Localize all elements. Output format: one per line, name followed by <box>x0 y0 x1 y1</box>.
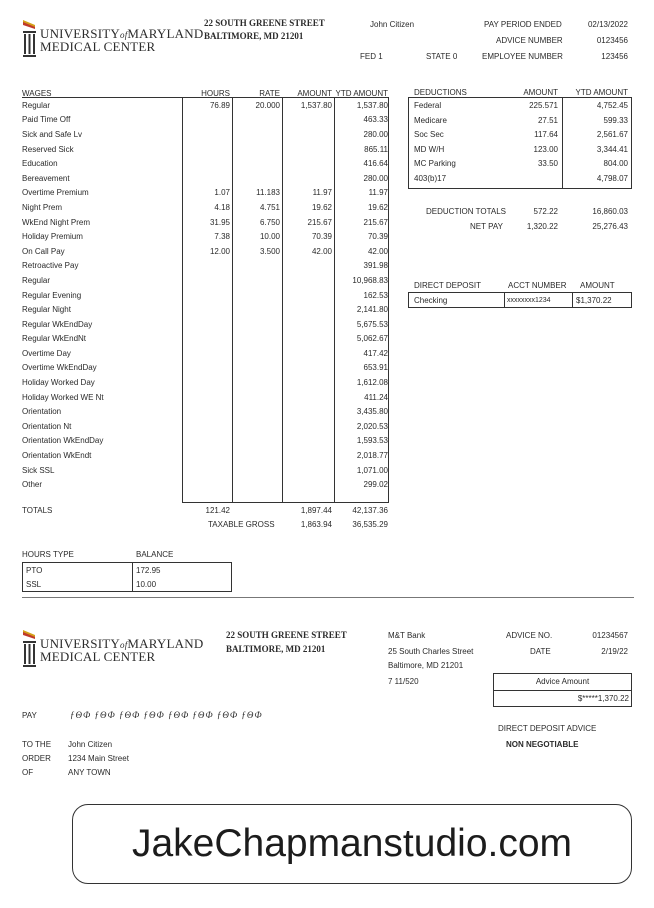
bank-address-line2: Baltimore, MD 21201 <box>388 661 464 670</box>
wage-amount <box>282 434 334 449</box>
wage-rate: 10.00 <box>259 232 280 242</box>
state-label: STATE 0 <box>426 52 458 61</box>
wage-rate: 4.751 <box>259 202 280 212</box>
wage-rate <box>232 302 282 317</box>
wage-type: Reserved Sick <box>22 144 74 154</box>
wage-ytd-amount: 411.24 <box>364 392 388 402</box>
wage-ytd-amount: 2,141.80 <box>356 305 388 315</box>
wage-ytd-amount: 162.53 <box>363 290 388 300</box>
deductions-col-header: DEDUCTIONS <box>414 88 467 97</box>
wage-type: Orientation WkEndt <box>22 451 92 461</box>
wage-rate <box>232 448 282 463</box>
payee-address-line1: 1234 Main Street <box>68 754 129 763</box>
wage-rate <box>232 419 282 434</box>
employer-name-of: of <box>120 30 128 40</box>
advice-amount-value: $*****1,370.22 <box>577 694 629 703</box>
wages-row <box>22 477 390 492</box>
taxable-gross-amount: 1,863.94 <box>300 520 332 529</box>
wage-hours <box>182 127 232 142</box>
employee-name: John Citizen <box>370 20 415 29</box>
wage-hours: 4.18 <box>214 202 230 212</box>
wage-rate <box>232 171 282 186</box>
wages-row <box>22 186 390 201</box>
employer-logo <box>22 18 204 64</box>
deduction-amount: 123.00 <box>533 144 558 154</box>
wage-amount: 11.97 <box>312 188 332 198</box>
wage-ytd-amount: 42.00 <box>367 246 388 256</box>
wage-ytd-amount: 653.91 <box>363 363 388 373</box>
wage-rate <box>232 156 282 171</box>
wage-rate: 6.750 <box>259 217 280 227</box>
payee-address-line2: ANY TOWN <box>68 768 111 777</box>
of-label: OF <box>22 768 34 777</box>
wage-amount <box>282 346 334 361</box>
deduction-amount: 225.571 <box>529 101 558 110</box>
wage-rate <box>232 361 282 376</box>
wage-amount <box>282 142 334 157</box>
wage-rate <box>232 463 282 478</box>
wage-amount <box>282 463 334 478</box>
net-pay-amount: 1,320.22 <box>526 222 558 231</box>
wages-row <box>22 390 390 405</box>
wage-type: Education <box>22 159 58 169</box>
taxable-gross-label: TAXABLE GROSS <box>208 520 275 529</box>
wages-totals-amount: 1,897.44 <box>300 506 332 515</box>
wages-row <box>22 463 390 478</box>
payee-name: John Citizen <box>68 740 113 749</box>
wages-totals-rule <box>182 502 389 503</box>
advice-date-value: 2/19/22 <box>601 647 628 656</box>
wages-col-header: YTD AMOUNT <box>335 88 388 98</box>
deduction-totals-amount: 572.22 <box>533 207 558 216</box>
wage-type: Holiday Worked WE Nt <box>22 392 104 402</box>
advice-number-value: 0123456 <box>596 36 628 45</box>
net-pay-label: NET PAY <box>470 222 503 231</box>
wages-row <box>22 361 390 376</box>
wage-type: Night Prem <box>22 202 63 212</box>
wage-rate <box>232 390 282 405</box>
wage-type: Orientation <box>22 407 62 417</box>
wage-type: Other <box>22 480 43 490</box>
wage-ytd-amount: 2,018.77 <box>356 451 388 461</box>
deduction-type: Medicare <box>414 115 447 125</box>
wage-amount <box>282 302 334 317</box>
pay-period-label: PAY PERIOD ENDED <box>484 20 562 29</box>
deduction-amount: 117.64 <box>534 130 558 140</box>
wage-hours <box>182 375 232 390</box>
wages-row <box>22 375 390 390</box>
wage-hours: 12.00 <box>209 246 230 256</box>
deduction-ytd: 4,752.45 <box>596 101 628 110</box>
deduction-type: MD W/H <box>414 144 445 154</box>
wage-ytd-amount: 10,968.83 <box>352 275 388 285</box>
deposit-amount: $1,370.22 <box>576 296 612 305</box>
deposit-col-divider <box>572 292 573 308</box>
advice-amount-divider <box>493 690 632 691</box>
wage-ytd-amount: 1,071.00 <box>356 465 388 475</box>
wage-type: Holiday Worked Day <box>22 378 95 388</box>
wage-hours: 1.07 <box>214 188 230 198</box>
wage-hours <box>182 332 232 347</box>
deduction-ytd: 2,561.67 <box>596 130 628 140</box>
deduction-totals-ytd: 16,860.03 <box>592 207 628 216</box>
wages-row <box>22 127 390 142</box>
deposit-account-number: xxxxxxxx1234 <box>507 297 551 304</box>
deductions-col-header: YTD AMOUNT <box>575 88 628 97</box>
wages-row <box>22 346 390 361</box>
advice-number-label: ADVICE NUMBER <box>496 36 563 45</box>
wages-row <box>22 200 390 215</box>
hours-type-name: SSL <box>26 580 42 589</box>
deposit-col-header: DIRECT DEPOSIT <box>414 281 481 290</box>
deduction-ytd: 3,344.41 <box>596 144 628 154</box>
wage-ytd-amount: 299.02 <box>363 480 388 490</box>
wages-row <box>22 142 390 157</box>
fed-label: FED 1 <box>360 52 383 61</box>
wage-amount <box>282 273 334 288</box>
wages-row <box>22 448 390 463</box>
wage-ytd-amount: 11.97 <box>368 188 388 198</box>
employer-name-university: UNIVERSITY <box>40 636 120 651</box>
wage-hours: 7.38 <box>214 232 230 242</box>
wage-ytd-amount: 1,612.08 <box>356 378 388 388</box>
employer-name-maryland: MARYLAND <box>127 26 204 41</box>
wage-amount: 70.39 <box>311 232 332 242</box>
wage-amount <box>282 127 334 142</box>
wage-hours: 76.89 <box>209 100 230 110</box>
wage-amount <box>282 448 334 463</box>
wage-ytd-amount: 280.00 <box>363 173 388 183</box>
wage-amount: 1,537.80 <box>300 100 332 110</box>
wage-type: Bereavement <box>22 173 70 183</box>
wage-hours <box>182 273 232 288</box>
employee-number-value: 123456 <box>601 52 628 61</box>
wages-row <box>22 332 390 347</box>
wages-totals-label: TOTALS <box>22 506 53 515</box>
wage-amount <box>282 317 334 332</box>
wage-ytd-amount: 391.98 <box>363 261 388 271</box>
wage-amount <box>282 259 334 274</box>
deduction-type: Soc Sec <box>414 130 444 140</box>
wage-type: Paid Time Off <box>22 115 71 125</box>
umm-shield-icon <box>22 18 38 62</box>
deduction-type: Federal <box>414 101 442 110</box>
wage-rate <box>232 332 282 347</box>
wage-type: Holiday Premium <box>22 232 83 242</box>
wage-type: Overtime Day <box>22 348 71 358</box>
wages-totals-hours: 121.42 <box>205 506 230 515</box>
wages-row <box>22 419 390 434</box>
wages-row <box>22 434 390 449</box>
employer-name-maryland: MARYLAND <box>127 636 204 651</box>
wage-rate <box>232 404 282 419</box>
hours-type-balance: 172.95 <box>136 566 161 575</box>
deposit-col-header: ACCT NUMBER <box>508 281 567 290</box>
wage-amount <box>282 361 334 376</box>
wage-type: Retroactive Pay <box>22 261 79 271</box>
wages-row <box>22 171 390 186</box>
section-separator <box>22 597 634 598</box>
wages-table <box>22 88 390 492</box>
deposit-account-type: Checking <box>414 296 448 305</box>
wage-ytd-amount: 280.00 <box>363 129 388 139</box>
wage-ytd-amount: 3,435.80 <box>356 407 388 417</box>
bank-name: M&T Bank <box>388 631 426 640</box>
pay-amount-words: ƒΘФ ƒΘФ ƒΘФ ƒΘФ ƒΘФ ƒΘФ ƒΘФ ƒΘФ <box>70 710 263 720</box>
wages-row <box>22 98 390 113</box>
employee-number-label: EMPLOYEE NUMBER <box>482 52 563 61</box>
wage-rate <box>232 375 282 390</box>
wage-hours <box>182 477 232 492</box>
wage-hours <box>182 156 232 171</box>
wage-type: Regular <box>22 100 51 110</box>
to-the-label: TO THE <box>22 740 52 749</box>
wage-amount <box>282 332 334 347</box>
wage-hours <box>182 288 232 303</box>
wage-ytd-amount: 1,593.53 <box>356 436 388 446</box>
wage-rate <box>232 127 282 142</box>
advice-employer-address-line1: 22 SOUTH GREENE STREET <box>226 630 347 640</box>
deduction-ytd: 599.33 <box>603 115 628 125</box>
order-label: ORDER <box>22 754 51 763</box>
hours-type-col-header: BALANCE <box>136 550 174 559</box>
wage-hours <box>182 302 232 317</box>
pay-period-value: 02/13/2022 <box>587 20 628 29</box>
direct-deposit-advice-label: DIRECT DEPOSIT ADVICE <box>498 724 597 733</box>
net-pay-ytd: 25,276.43 <box>592 222 628 231</box>
wage-rate <box>232 113 282 128</box>
deduction-totals-label: DEDUCTION TOTALS <box>426 207 507 216</box>
wage-hours <box>182 317 232 332</box>
wages-col-header: HOURS <box>201 88 230 98</box>
wage-hours <box>182 390 232 405</box>
wage-rate <box>232 142 282 157</box>
wage-type: Regular WkEndNt <box>22 334 87 344</box>
wage-hours <box>182 142 232 157</box>
wage-ytd-amount: 19.62 <box>367 202 388 212</box>
advice-no-value: 01234567 <box>592 631 628 640</box>
wage-hours <box>182 346 232 361</box>
wages-row <box>22 244 390 259</box>
advice-employer-address-line2: BALTIMORE, MD 21201 <box>226 644 326 654</box>
wages-row <box>22 259 390 274</box>
deduction-ytd: 4,798.07 <box>596 174 628 183</box>
wages-row <box>22 302 390 317</box>
deposit-col-divider <box>504 292 505 308</box>
wage-ytd-amount: 865.11 <box>364 144 388 154</box>
deduction-ytd: 804.00 <box>603 159 628 169</box>
wages-header-row <box>22 88 390 98</box>
wages-col-header: AMOUNT <box>297 88 332 98</box>
wages-row <box>22 288 390 303</box>
employer-name-line2: MEDICAL CENTER <box>40 39 156 54</box>
bank-routing-code: 7 11/520 <box>388 677 419 686</box>
employer-name-line2: MEDICAL CENTER <box>40 649 156 664</box>
deposit-col-header: AMOUNT <box>580 281 615 290</box>
non-negotiable-label: NON NEGOTIABLE <box>506 740 579 749</box>
deductions-col-header: AMOUNT <box>523 88 558 97</box>
wage-type: Overtime Premium <box>22 188 89 198</box>
wages-row <box>22 215 390 230</box>
wage-rate: 3.500 <box>259 246 280 256</box>
wage-rate <box>232 259 282 274</box>
wage-type: On Call Pay <box>22 246 65 256</box>
wage-ytd-amount: 5,675.53 <box>356 319 388 329</box>
umm-shield-icon <box>22 628 38 672</box>
wage-rate: 11.183 <box>256 188 280 198</box>
wage-hours <box>182 259 232 274</box>
wage-amount <box>282 375 334 390</box>
wage-amount: 42.00 <box>311 246 332 256</box>
wages-row <box>22 113 390 128</box>
advice-amount-label: Advice Amount <box>535 677 590 686</box>
wage-hours <box>182 113 232 128</box>
wage-hours <box>182 171 232 186</box>
wage-ytd-amount: 1,537.80 <box>356 100 388 110</box>
hours-type-col-header: HOURS TYPE <box>22 550 74 559</box>
wage-type: Sick SSL <box>22 465 55 475</box>
advice-date-label: DATE <box>530 647 551 656</box>
wage-ytd-amount: 416.64 <box>363 159 388 169</box>
advice-no-label: ADVICE NO. <box>506 631 553 640</box>
deduction-amount: 33.50 <box>537 159 558 169</box>
watermark-banner <box>72 804 632 884</box>
wage-rate: 20.000 <box>255 100 280 110</box>
wage-hours <box>182 448 232 463</box>
employer-name-of: of <box>120 640 128 650</box>
wage-amount <box>282 288 334 303</box>
wage-rate <box>232 288 282 303</box>
wage-amount <box>282 404 334 419</box>
bank-address-line1: 25 South Charles Street <box>388 647 474 656</box>
taxable-gross-ytd: 36,535.29 <box>352 520 388 529</box>
wage-ytd-amount: 5,062.67 <box>356 334 388 344</box>
advice-employer-logo <box>22 628 204 674</box>
wage-type: Orientation Nt <box>22 421 72 431</box>
wage-amount: 215.67 <box>307 217 332 227</box>
pay-label: PAY <box>22 711 37 720</box>
hours-type-col-divider <box>132 562 133 592</box>
wage-hours <box>182 404 232 419</box>
wage-type: Regular WkEndDay <box>22 319 93 329</box>
wage-amount <box>282 113 334 128</box>
hours-type-name: PTO <box>26 566 43 575</box>
wages-row <box>22 273 390 288</box>
deduction-amount: 27.51 <box>537 115 558 125</box>
hours-type-box <box>22 562 232 592</box>
wage-type: Overtime WkEndDay <box>22 363 97 373</box>
deduction-type: MC Parking <box>414 159 456 169</box>
wage-type: Sick and Safe Lv <box>22 129 83 139</box>
hours-type-balance: 10.00 <box>136 580 157 589</box>
wage-rate <box>232 273 282 288</box>
wage-ytd-amount: 2,020.53 <box>356 421 388 431</box>
wage-type: Orientation WkEndDay <box>22 436 104 446</box>
employer-name-university: UNIVERSITY <box>40 26 120 41</box>
wage-type: WkEnd Night Prem <box>22 217 91 227</box>
wage-rate <box>232 434 282 449</box>
wage-rate <box>232 317 282 332</box>
wage-amount <box>282 390 334 405</box>
wage-hours <box>182 434 232 449</box>
wage-type: Regular Evening <box>22 290 82 300</box>
wage-amount <box>282 477 334 492</box>
wages-row <box>22 317 390 332</box>
wage-type: Regular <box>22 275 51 285</box>
wage-ytd-amount: 463.33 <box>363 115 388 125</box>
deduction-type: 403(b)17 <box>414 174 447 183</box>
wages-totals-ytd: 42,137.36 <box>352 506 388 515</box>
wage-ytd-amount: 215.67 <box>363 217 388 227</box>
wages-row <box>22 404 390 419</box>
employer-address-line2: BALTIMORE, MD 21201 <box>204 31 304 41</box>
wages-row <box>22 156 390 171</box>
wage-rate <box>232 477 282 492</box>
wage-hours <box>182 419 232 434</box>
wage-amount: 19.62 <box>311 202 332 212</box>
wages-col-header: WAGES <box>22 88 52 98</box>
wage-hours <box>182 361 232 376</box>
wage-hours: 31.95 <box>209 217 230 227</box>
wages-col-header: RATE <box>259 88 280 98</box>
wage-amount <box>282 156 334 171</box>
wage-rate <box>232 346 282 361</box>
wage-hours <box>182 463 232 478</box>
wage-ytd-amount: 70.39 <box>367 232 388 242</box>
wage-amount <box>282 419 334 434</box>
wage-amount <box>282 171 334 186</box>
watermark-text: JakeChapmanstudio.com <box>131 822 573 865</box>
wage-ytd-amount: 417.42 <box>363 348 388 358</box>
wages-row <box>22 229 390 244</box>
employer-address-line1: 22 SOUTH GREENE STREET <box>204 18 325 28</box>
wage-type: Regular Night <box>22 305 71 315</box>
